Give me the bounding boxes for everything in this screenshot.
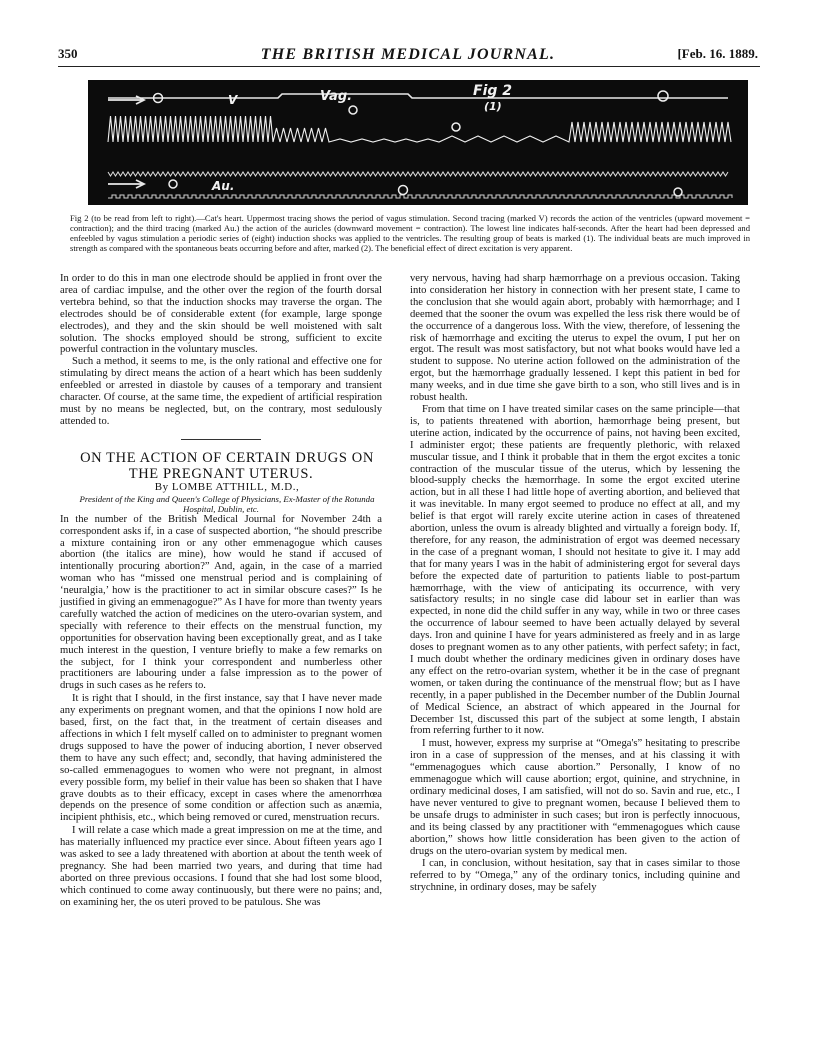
page-header	[58, 46, 758, 68]
kymograph-figure	[88, 80, 748, 205]
group-one-label: (1)	[484, 100, 502, 113]
article-title: ON THE ACTION OF CERTAIN DRUGS ON THE PREGNANT UTERUS.	[80, 449, 374, 482]
paragraph: It is right that I should, in the first instance, say that I have never made any experiments on pregnant women, and that the opinions I now hold are based, first, on the fact that, in the treatment of certain diseases and affections in which I felt myself called on to administer to pregnant women drugs supposed to have the power of inducing abortion, I never observed them to have any such effect; and, secondly, that having administered the so-called emmenagogues to women who were not pregnant, in almost every possible form, my belief in their value has been so shaken that I have grave doubts as to their efficacy, except in cases where the amenorrhœa depends on the presence of some condition or affection such as anæmia, incipient phthisis, etc., which being removed or cured, menstruation recurs.	[60, 693, 382, 824]
ventricle-label: V	[228, 93, 238, 107]
paragraph: In order to do this in man one electrode should be applied in front over the area of cardiac impulse, and the other over the region of the fourth dorsal vertebra behind, so that the induction shocks may traverse the organ. The electrodes should be of considerable extent (for example, large sponge electrodes), and they and the skin should be well moistened with salt solution. The shocks employed should be strong, sufficient to excite powerful contraction in the voluntary muscles.	[60, 273, 382, 356]
section-divider	[181, 439, 261, 440]
left-column	[60, 273, 382, 909]
paragraph: I will relate a case which made a great impression on me at the time, and has materially influenced my practice ever since. About fifteen years ago I was asked to see a lady threatened with abortion at about the tenth week of pregnancy. She had been married two years, and during that time had aborted on three previous occasions. I found that she had lost some blood, which continued to come away continuously, but there were no pains; and, on examining her, the os uteri proved to be patulous. She was	[60, 825, 382, 908]
issue-date: [Feb. 16. 1889.	[677, 46, 758, 61]
figure-caption: Fig 2 (to be read from left to right).—Cat's heart. Uppermost tracing shows the period of vagus stimulation. Second tracing (marked V) records the action of the ventricles (upward movement = contraction); and the third tracing (marked Au.) the action of the auricles (downward movement = contraction). The lowest line indicates half-seconds. After the heart had been depressed and enfeebled by vagus stimulation a periodic series of (eight) induction shocks was applied to the ventricles. The resulting group of beats is marked (1). The individual beats are much improved in strength as compared with the spontaneous beats occurring before and after, marked (2). The beneficial effect of direct excitation is very apparent.	[70, 213, 750, 253]
right-column	[410, 273, 740, 894]
paragraph: Such a method, it seems to me, is the only rational and effective one for stimulating by direct means the action of a heart which has been suddenly enfeebled or arrested in diastole by causes of a temporary and transient character. Of course, at the same time, the expedient of artificial respiration must by no means be neglected, but, on the contrary, most sedulously attended to.	[60, 356, 382, 427]
page-number: 350	[58, 46, 78, 61]
paragraph: I must, however, express my surprise at “Omega's” hesitating to prescribe iron in a case of suppression of the menses, and at his classing it with “emmenagogues which cause abortion.” Personally, I know of no emmenagogue which will cause abortion; ergot, quinine, and strychnine, in ordinary medicinal doses, I am satisfied, will not do so. Savin and rue, etc., I have never ventured to give to pregnant women, because I believed them to be unsafe drugs to administer in such cases; but iron is perfectly innocuous, and its being classed by any practitioner with “emmenagogues which cause abortion,” shows how little consideration has been given to the action of drugs on the utero-ovarian system by medical men.	[410, 738, 740, 857]
vagus-label: Vag.	[320, 89, 353, 104]
figure-number-label: Fig 2	[473, 83, 512, 99]
kymograph-tracing	[88, 80, 748, 205]
author-affiliation: President of the King and Queen's College of Physicians, Ex-Master of the Rotunda Hospital, Dublin, etc.	[79, 493, 375, 514]
paragraph: very nervous, having had sharp hæmorrhage on a previous occasion. Taking into consideration her history in connection with her present state, I came to the conclusion that she would again abort, probably with hæmorrhage; and I deemed that the sooner the ovum was expelled the less risk there would be of the occurrence of a dangerous loss. With the view, therefore, of lessening the risk of hæmorrhage and exciting the uterus to expel the ovum, I put her on ergot. The result was most satisfactory, but not what books would have led a student to suppose. No uterine action followed on the administration of the ergot, but the hæmorrhage gradually lessened. I kept this patient in bed for many weeks, and in due time she gave birth to a son, who still lives and is in robust health.	[410, 273, 740, 404]
header-rule	[58, 66, 760, 67]
article-byline: By LOMBE ATTHILL, M.D.,	[154, 480, 300, 493]
paragraph: In the number of the British Medical Journal for November 24th a correspondent asks if, in a case of suspected abortion, “he should prescribe a mixture containing iron or any other emmenagogue which causes abortion (the italics are mine), how would he stand if accused of intentionally procuring abortion?” And, again, in the case of a married woman who has “missed one menstrual period and is complaining of ‘neuralgia,’ how is the practitioner to act in similar obscure cases?” Is he justified in giving an emmenagogue?” As I have for more than twenty years carefully watched the action of medicines on the utero-ovarian system, and specially with reference to their effects on the menstrual function, my opportunities for observation having been exceptionally great, and as I take much interest in the question, I venture briefly to make a few remarks on the subject, for I think your correspondent and numberless other practitioners are labouring under a false impression as to the power of drugs in such cases as he refers to.	[60, 513, 382, 692]
paragraph: From that time on I have treated similar cases on the same principle—that is, to patients threatened with abortion, hæmorrhage being present, but uterine action, indicated by the occurrence of pains, not having been excited, I administer ergot; these patients are frequently plethoric, with relaxed muscular tissue, and I think it probable that in them the ergot excites a tonic contraction of the muscular tissue of the uterus, which by lessening the blood-supply checks the hæmorrhage. In some the ergot excited uterine action, but in all these I had little hope of averting abortion, and believed that it was inevitable. In many ergot seemed to produce no effect at all, and my belief is that ergot will rarely excite uterine action in cases of threatened abortion, unless the ovum is already blighted and virtually a foreign body. If, therefore, for any reason, the administration of ergot was deemed necessary in the case of a pregnant woman, I should not hesitate to give it. I may add that for many years I was in the habit of administering ergot for several days before the expected date of parturition to patients liable to post-partum hæmorrhage, with the view of anticipating its occurrence, with very satisfactory results; in no single case did labour set in earlier than was expected, in none did the child suffer in any way, while in two or three cases the occurrence of labour seemed to have been actually delayed by several days. Iron and quinine I have for years administered as freely and in as large doses to pregnant women as to any other patients, with perfect safety; in fact, I much doubt whether the ordinary medicines given in ordinary doses have any effect on the retro-ovarian system, whether it be in the case of pregnant women, or taken during the continuance of the menstrual flow; but as I have recently, in a paper published in the December number of the Dublin Journal of Medical Science, an abstract of which appeared in the Journal for December 1st, discussed this part of the subject at some length, I abstain from referring further to it now.	[410, 403, 740, 737]
journal-title: THE BRITISH MEDICAL JOURNAL.	[260, 46, 556, 63]
auricle-label: Au.	[212, 179, 235, 193]
paragraph: I can, in conclusion, without hesitation, say that in cases similar to those referred to by “Omega,” any of the ordinary tonics, including quinine and strychnine, in ordinary doses, may be safely	[410, 858, 740, 894]
